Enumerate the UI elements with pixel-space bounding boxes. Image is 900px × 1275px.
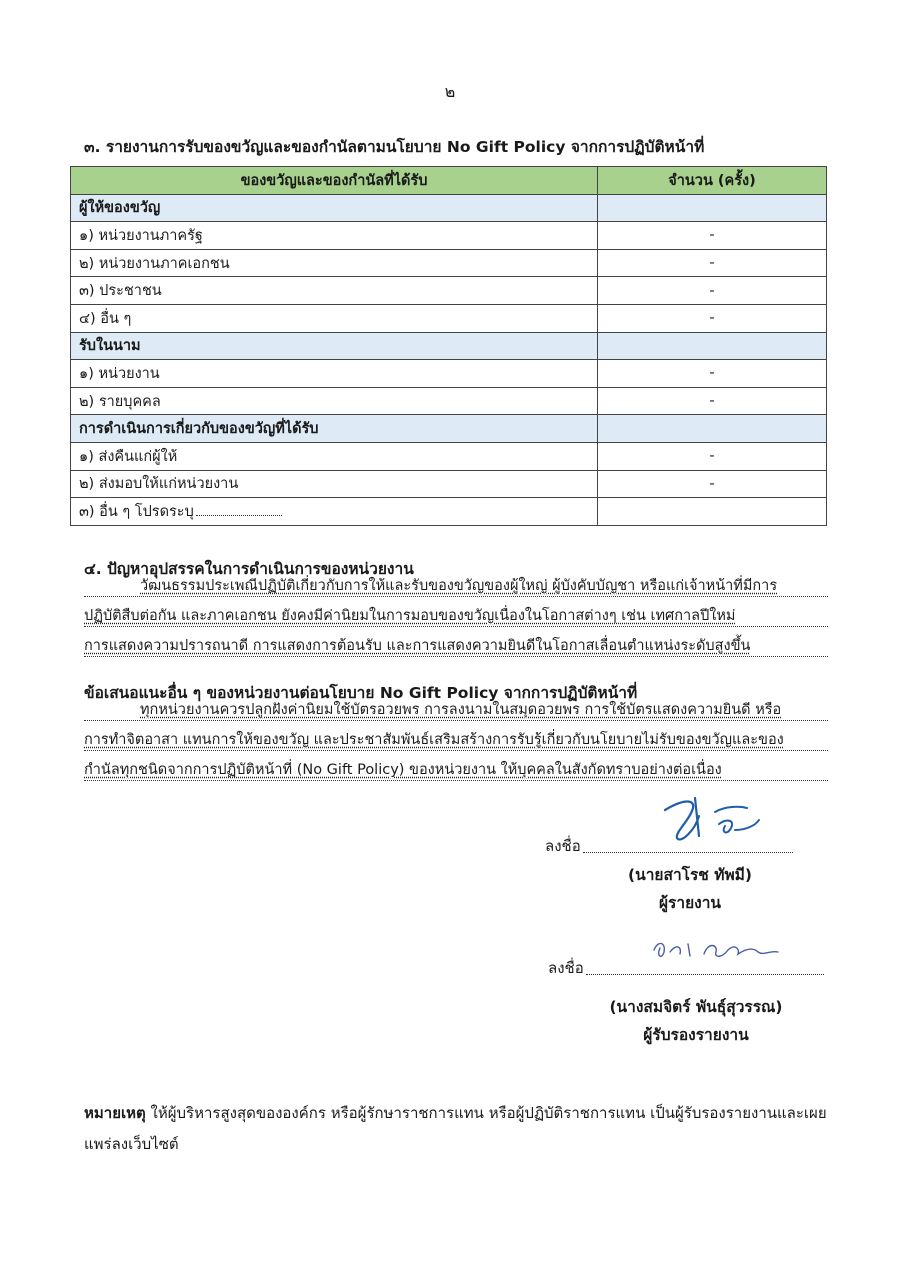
row-label: ๑) หน่วยงานภาครัฐ: [71, 222, 598, 250]
row-label: ๑) ส่งคืนแก่ผู้ให้: [71, 442, 598, 470]
row-label: ผู้ให้ของขวัญ: [71, 194, 598, 222]
table-row: [71, 304, 827, 332]
table-row: [71, 387, 827, 415]
table-body: [71, 194, 827, 525]
table-header-row: [71, 167, 827, 195]
row-count: [598, 194, 827, 222]
note-text: ให้ผู้บริหารสูงสุดขององค์กร หรือผู้รักษาราชการแทน หรือผู้ปฏิบัติราชการแทน เป็นผู้รับรองรายงานและเผยแพร่ลงเว็บไซต์: [84, 1104, 827, 1153]
section-5-line: ทุกหน่วยงานควรปลูกฝังค่านิยมใช้บัตรอวยพร การลงนามในสมุดอวยพร การใช้บัตรแสดงความยินดี หรือ: [84, 698, 828, 721]
row-count: -: [598, 360, 827, 388]
sign-label: ลงชื่อ: [548, 959, 584, 977]
table-group-row: [71, 194, 827, 222]
certifier-role: ผู้รับรองรายงาน: [643, 1026, 749, 1044]
sign-label: ลงชื่อ: [545, 837, 581, 855]
header-count: จำนวน (ครั้ง): [598, 167, 827, 195]
gift-report-table: [70, 166, 827, 526]
reporter-name: (นายสาโรช ทัพมี): [628, 866, 752, 884]
section-4-text: [84, 574, 828, 664]
section-4-title: ๔. ปัญหาอุปสรรคในการดำเนินการของหน่วยงาน: [84, 560, 414, 578]
row-label: รับในนาม: [71, 332, 598, 360]
section-5-title: ข้อเสนอแนะอื่น ๆ ของหน่วยงานต่อนโยบาย No Gift Policy จากการปฏิบัติหน้าที่: [84, 684, 638, 702]
section-5-line: การทำจิตอาสา แทนการให้ของขวัญ และประชาสัมพันธ์เสริมสร้างการรับรู้เกี่ยวกับนโยบายไม่รับของขวัญและของ: [84, 728, 828, 751]
row-label: ๑) หน่วยงาน: [71, 360, 598, 388]
table-row: [71, 360, 827, 388]
fill-in-blank: [196, 501, 282, 516]
table-group-row: [71, 415, 827, 443]
page-number: ๒: [444, 82, 456, 101]
table-row: [71, 442, 827, 470]
row-count: -: [598, 470, 827, 498]
row-count: -: [598, 277, 827, 305]
row-count: -: [598, 442, 827, 470]
row-count: -: [598, 304, 827, 332]
table-group-row: [71, 332, 827, 360]
reporter-role: ผู้รายงาน: [658, 894, 722, 912]
table-row: [71, 498, 827, 526]
row-label: การดำเนินการเกี่ยวกับของขวัญที่ได้รับ: [71, 415, 598, 443]
row-label: ๓) อื่น ๆ โปรดระบุ: [71, 498, 598, 526]
row-label: ๒) ส่งมอบให้แก่หน่วยงาน: [71, 470, 598, 498]
table-row: [71, 470, 827, 498]
section-4-line: วัฒนธรรมประเพณีปฏิบัติเกี่ยวกับการให้และรับของขวัญของผู้ใหญ่ ผู้บังคับบัญชา หรือแก่เจ้าหน้าที่มีการ: [84, 574, 828, 597]
table-row: [71, 222, 827, 250]
note-label: หมายเหตุ: [84, 1104, 146, 1122]
section-5-text: [84, 698, 828, 788]
row-count: -: [598, 249, 827, 277]
row-count: [598, 498, 827, 526]
table-row: [71, 277, 827, 305]
section-3-title: ๓. รายงานการรับของขวัญและของกำนัลตามนโยบาย No Gift Policy จากการปฏิบัติหน้าที่: [84, 138, 705, 156]
row-label: ๒) หน่วยงานภาคเอกชน: [71, 249, 598, 277]
row-label: ๓) ประชาชน: [71, 277, 598, 305]
row-count: [598, 415, 827, 443]
header-gift: ของขวัญและของกำนัลที่ได้รับ: [71, 167, 598, 195]
row-label: ๒) รายบุคคล: [71, 387, 598, 415]
certifier-name: (นางสมจิตร์ พันธุ์สุวรรณ): [609, 998, 783, 1016]
row-count: -: [598, 387, 827, 415]
row-count: -: [598, 222, 827, 250]
table-row: [71, 249, 827, 277]
row-count: [598, 332, 827, 360]
handwritten-signature-icon: [655, 790, 765, 846]
section-4-line: การแสดงความปรารถนาดี การแสดงการต้อนรับ และการแสดงความยินดีในโอกาสเลื่อนตำแหน่งระดับสูงขึ้น: [84, 634, 828, 657]
section-4-line: ปฏิบัติสืบต่อกัน และภาคเอกชน ยังคงมีค่านิยมในการมอบของขวัญเนื่องในโอกาสต่างๆ เช่น เทศกาลปีใหม่: [84, 604, 828, 627]
handwritten-signature-icon: [648, 930, 788, 970]
section-5-line: กำนัลทุกชนิดจากการปฏิบัติหน้าที่ (No Gift Policy) ของหน่วยงาน ให้บุคคลในสังกัดทราบอย่างต่อเนื่อง: [84, 758, 828, 781]
row-label: ๔) อื่น ๆ: [71, 304, 598, 332]
footnote: [84, 1098, 828, 1160]
